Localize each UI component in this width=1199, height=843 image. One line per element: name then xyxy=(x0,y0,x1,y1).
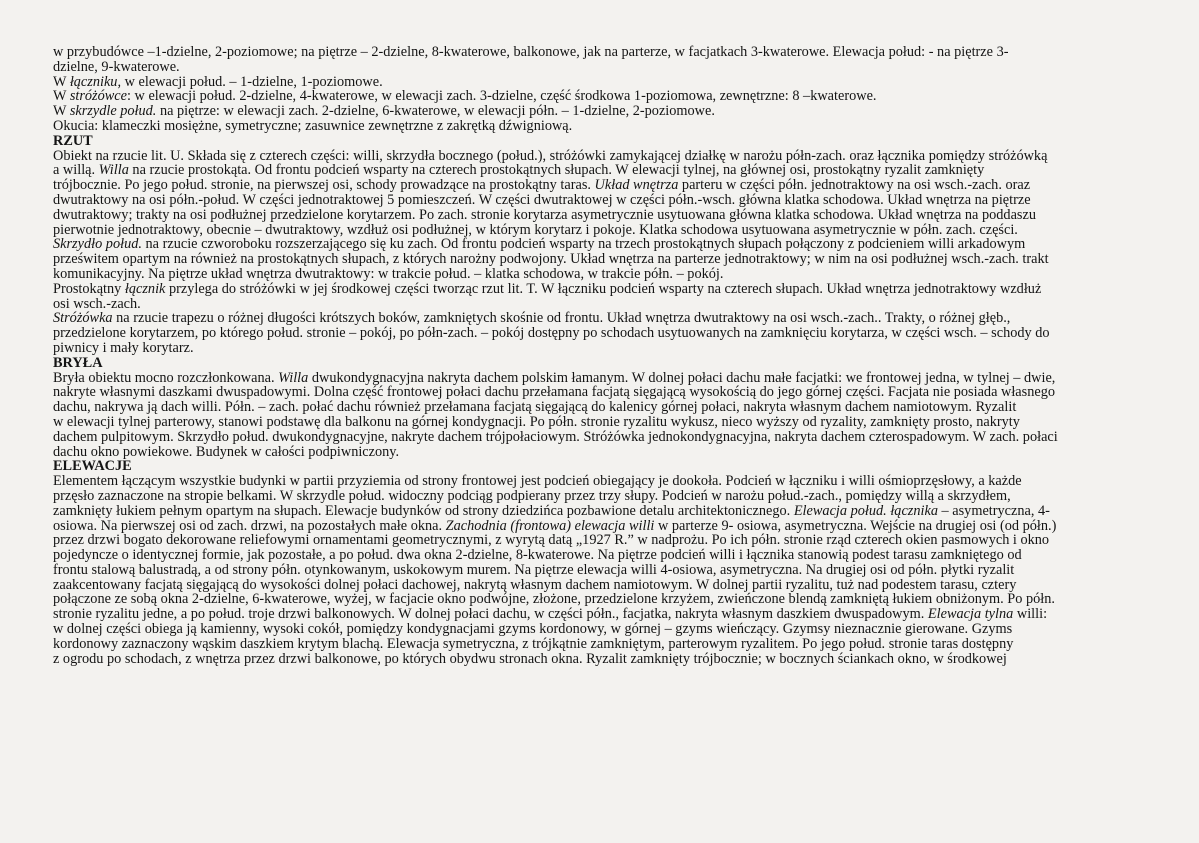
text-line: pojedyncze o identycznej formie, jak pozostałe, a po połud. dwa okna 2-dzielne, 8-kwaterowe. Na piętrze podcień willi i łącznika stanowią podest tarasu zamkniętego od xyxy=(53,548,1022,563)
text-line: w dolnej części obiega ją kamienny, wysoki cokół, pomiędzy kondygnacjami gzyms kordonowy, w górnej – gzyms wieńczący. Gzymsy nieznacznie gierowane. Gzyms xyxy=(53,622,1013,637)
section-rzut xyxy=(53,134,1159,356)
text-line: połączone ze sobą okna 2-dzielne, 6-kwaterowe, wyżej, w facjacie okno podwójne, złożone, przedzielone krzyżem, zwieńczone blendą zamkniętą łukiem obniżonym. Po półn. xyxy=(53,592,1055,608)
text-line: osi wsch.-zach. xyxy=(53,296,141,312)
text-line: przęsło zaznaczone na stropie belkami. W skrzydle połud. widoczny podciąg podpierany przez trzy słupy. Podcień w narożu połud.-zach., pomiędzy willą a skrzydłem, xyxy=(53,488,1011,504)
text-line: Stróżówka na rzucie trapezu o różnej długości krótszych boków, zamkniętych skośnie od frontu. Układ wnętrza dwutraktowy na osi wsch.-zach.. Trakty, o różnej głęb., xyxy=(53,311,1011,327)
intro-block xyxy=(53,45,1159,134)
text-line: komunikacyjny. Na piętrze układ wnętrza dwutraktowy: w trakcie połud. – klatka schodowa, w trakcie półn. – pokój. xyxy=(53,266,724,282)
text-line: pierwotnie jednotraktowy, obecnie – dwutraktowy, wzdłuż osi podłużnej, w którym korytarz i pokoje. Klatka schodowa usytuowana asymetrycznie w półn. zach. części. xyxy=(53,222,1018,238)
text-line: trójbocznie. Po jego połud. stronie, na pierwszej osi, schody prowadzące na prostokątny taras. Układ wnętrza parteru w części półn. jednotraktowy na osi wsch.-zach. oraz xyxy=(53,178,1031,193)
text-line: prześwitem opartym na również na prostokątnych słupach, z których narożny podwojony. Układ wnętrza na parterze jednotraktowy; w nim na osi podłużnej wsch.-zach. trakt xyxy=(53,252,1049,267)
section-heading: ELEWACJE xyxy=(53,458,132,475)
text-line: przedzielone korytarzem, po którego połud. stronie – pokój, po półn-zach. – pokój dostępny po schodach usytuowanych na zamknięciu korytarza, w części wsch. – schody do xyxy=(53,326,1050,341)
text-line: dachu okno powiekowe. Budynek w całości podpiwniczony. xyxy=(53,444,400,460)
section-elewacje xyxy=(53,459,1159,666)
text-line: frontu stalową balustradą, a od strony półn. otynkowanym, uskokowym murem. Na piętrze elewacja willi 4-osiowa, asymetryczna. Na drugiej osi od półn. płytki ryzalit xyxy=(53,562,1015,578)
text-line: W stróżówce: w elewacji połud. 2-dzielne, 4-kwaterowe, w elewacji zach. 3-dzielne, część środkowa 1-poziomowa, zewnętrzne: 8 –kwaterowe. xyxy=(53,89,877,105)
text-line: zaakcentowany facjatą sięgającą do wysokości dolnej połaci dachowej, nakrytą własnym dachem namiotowym. W dolnej partii ryzalitu, tuż nad podestem tarasu, cztery xyxy=(53,577,1017,593)
text-line: Bryła obiektu mocno rozczłonkowana. Willa dwukondygnacyjna nakryta dachem polskim łamanym. W dolnej połaci dachu małe facjatki: we frontowej jedna, w tylnej – dwie, xyxy=(53,370,1056,386)
text-line: dachem pulpitowym. Skrzydło połud. dwukondygnacyjne, nakryte dachem trójpołaciowym. Stróżówka jednokondygnacyjna, nakryta dachem czterospadowym. W zach. połaci xyxy=(53,429,1058,445)
text-line: Prostokątny łącznik przylega do stróżówki w jej środkowej części tworząc rzut lit. T. W łączniku podcień wsparty na czterech słupach. Układ wnętrza jednotraktowy wzdłuż xyxy=(53,281,1042,297)
text-line: kordonowy zaznaczony wąskim daszkiem krytym blachą. Elewacja symetryczna, z trójkątnie zamkniętym, parterowym ryzalitem. Po jego połud. stronie taras dostępny xyxy=(53,636,1014,652)
text-line: Elementem łączącym wszystkie budynki w partii przyziemia od strony frontowej jest podcień obiegający je dookoła. Podcień w łączniku i willi ośmioprzęsłowy, a każde xyxy=(53,474,1022,489)
text-line: a willą. Willa na rzucie prostokąta. Od frontu podcień wsparty na czterech prostokątnych słupach. W elewacji tylnej, na głównej osi, prostokątny ryzalit zamknięty xyxy=(53,163,985,179)
text-line: z ogrodu po schodach, z wnętrza przez drzwi balkonowe, po których obydwu stronach okna. Ryzalit zamknięty trójbocznie; w bocznych ściankach okno, w środkowej xyxy=(53,651,1007,667)
text-line: zamknięty łukiem pełnym opartym na słupach. Elewacje budynków od strony dziedzińca pozbawione detalu architektonicznego. Elewacja połud. łącznika – asymetryczna, 4- xyxy=(53,503,1050,519)
text-line: przez drzwi bogato dekorowane reliefowymi ornamentami geometrycznymi, z wyrytą datą „1927 R.” w nadprożu. Po ich półn. stronie rząd czterech okien pasmowych i okno xyxy=(53,533,1050,549)
section-heading: RZUT xyxy=(53,132,93,149)
text-line: W skrzydle połud. na piętrze: w elewacji zach. 2-dzielne, 6-kwaterowe, w elewacji półn. – 1-dzielne, 2-poziomowe. xyxy=(53,104,715,119)
text-line: dachu, nakrywa ją dach willi. Półn. – zach. połać dachu również przełamana facjatą sięgającą do kalenicy górnej połaci, nakryta własnym dachem namiotowym. Ryzalit xyxy=(53,400,1017,415)
text-line: piwnicy i mały korytarz. xyxy=(53,340,194,356)
section-bryla xyxy=(53,356,1159,460)
text-line: Skrzydło połud. na rzucie czworoboku rozszerzającego się ku zach. Od frontu podcień wsparty na trzech prostokątnych słupach połączony z podcieniem willi arkadowym xyxy=(53,237,1026,253)
text-line: stronie ryzalitu jedne, a po połud. troje drzwi balkonowych. W dolnej połaci dachu, w części półn., facjatka, nakryta własnym daszkiem dwuspadowym. Elewacja tylna willi: xyxy=(53,607,1048,623)
section-heading: BRYŁA xyxy=(53,354,103,371)
text-line: w elewacji tylnej parterowy, stanowi podstawę dla balkonu na górnej kondygnacji. Po półn. stronie ryzalitu wykusz, nieco wyższy od ryzality, zamknięty prosto, nakryty xyxy=(53,414,1020,430)
text-line: dwutraktowy; trakty na osi podłużnej przedzielone korytarzem. Po zach. stronie korytarza asymetrycznie usytuowana główna klatka schodowa. Układ wnętrza na poddaszu xyxy=(53,207,1036,223)
text-line: W łączniku, w elewacji połud. – 1-dzielne, 1-poziomowe. xyxy=(53,74,383,90)
text-line: dwutraktowy na osi półn.-połud. W części jednotraktowej 5 pomieszczeń. W części dwutraktowej w części półn.-wsch. główna klatka schodowa. Układ wnętrza na piętrze xyxy=(53,192,1031,208)
text-line: Obiekt na rzucie lit. U. Składa się z czterech części: willi, skrzydła bocznego (połud.), stróżówki zamykającej działkę w narożu półn-zach. oraz łącznika pomiędzy stróżówką xyxy=(53,148,1048,164)
text-line: w przybudówce –1-dzielne, 2-poziomowe; na piętrze – 2-dzielne, 8-kwaterowe, balkonowe, jak na parterze, w facjatkach 3-kwaterowe. Elewacja połud: - na piętrze 3- xyxy=(53,45,1009,60)
text-line: dzielne, 9-kwaterowe. xyxy=(53,59,180,75)
text-line: Okucia: klameczki mosiężne, symetryczne; zasuwnice zewnętrzne z zakrętką dźwigniową. xyxy=(53,118,573,134)
text-line: nakryte własnymi daszkami dwuspadowymi. Dolna część frontowej połaci dachu przełamana facjatą sięgającą wysokością do jego górnej części. Facjata nie posiada własnego xyxy=(53,385,1055,401)
text-line: osiowa. Na pierwszej osi od zach. drzwi, na pozostałych małe okna. Zachodnia (frontowa) elewacja willi w parterze 9- osiowa, asymetryczna. Wejście na drugiej osi (od półn.) xyxy=(53,518,1057,534)
